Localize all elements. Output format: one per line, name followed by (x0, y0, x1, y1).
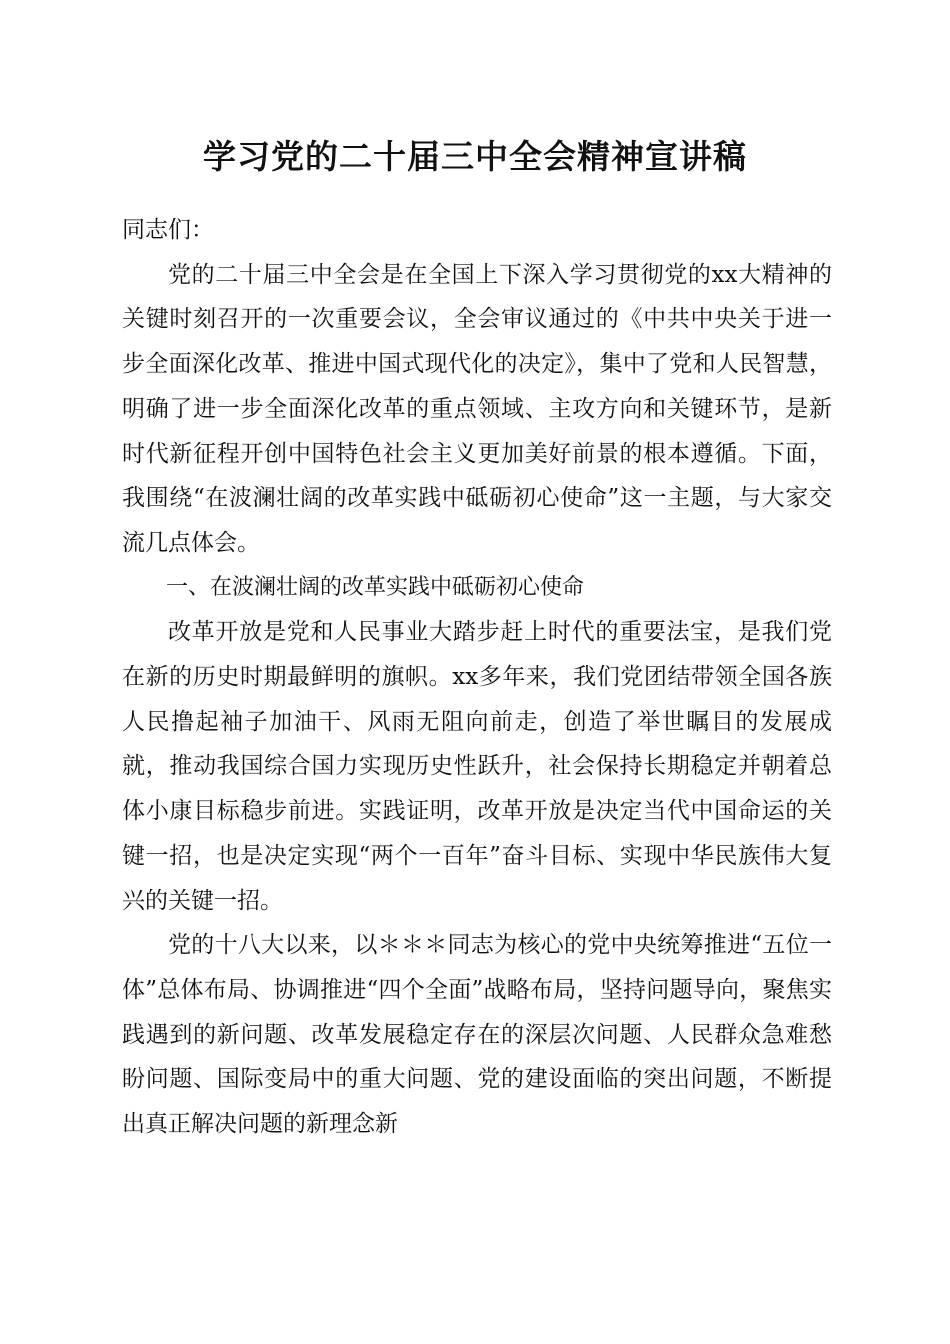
body-paragraph: 党的十八大以来，以＊＊＊同志为核心的党中央统筹推进“五位一体”总体布局、协调推进“四个全面”战略布局，坚持问题导向，聚焦实践遇到的新问题、改革发展稳定存在的深层次问题、人民群众急难愁盼问题、国际变局中的重大问题、党的建设面临的突出问题，不断提出真正解决问题的新理念新 (122, 932, 832, 1138)
body-paragraph: 改革开放是党和人民事业大踏步赶上时代的重要法宝，是我们党在新的历史时期最鲜明的旗帜。xx多年来，我们党团结带领全国各族人民撸起袖子加油干、风雨无阻向前走，创造了举世瞩目的发展成就，推动我国综合国力实现历史性跃升，社会保持长期稳定并朝着总体小康目标稳步前进。实践证明，改革开放是决定当代中国命运的关键一招，也是决定实现“两个一百年”奋斗目标、实现中华民族伟大复兴的关键一招。 (122, 619, 832, 914)
document-title: 学习党的二十届三中全会精神宣讲稿 (203, 137, 747, 176)
document-body (122, 208, 832, 1147)
intro-paragraph: 党的二十届三中全会是在全国上下深入学习贯彻党的xx大精神的关键时刻召开的一次重要会议，全会审议通过的《中共中央关于进一步全面深化改革、推进中国式现代化的决定》，集中了党和人民智慧，明确了进一步全面深化改革的重点领域、主攻方向和关键环节，是新时代新征程开创中国特色社会主义更加美好前景的根本遵循。下面，我围绕“在波澜壮阔的改革实践中砥砺初心使命”这一主题，与大家交流几点体会。 (122, 261, 832, 556)
salutation: 同志们： (122, 217, 214, 243)
section-heading: 一、在波澜壮阔的改革实践中砥砺初心使命 (166, 574, 585, 600)
